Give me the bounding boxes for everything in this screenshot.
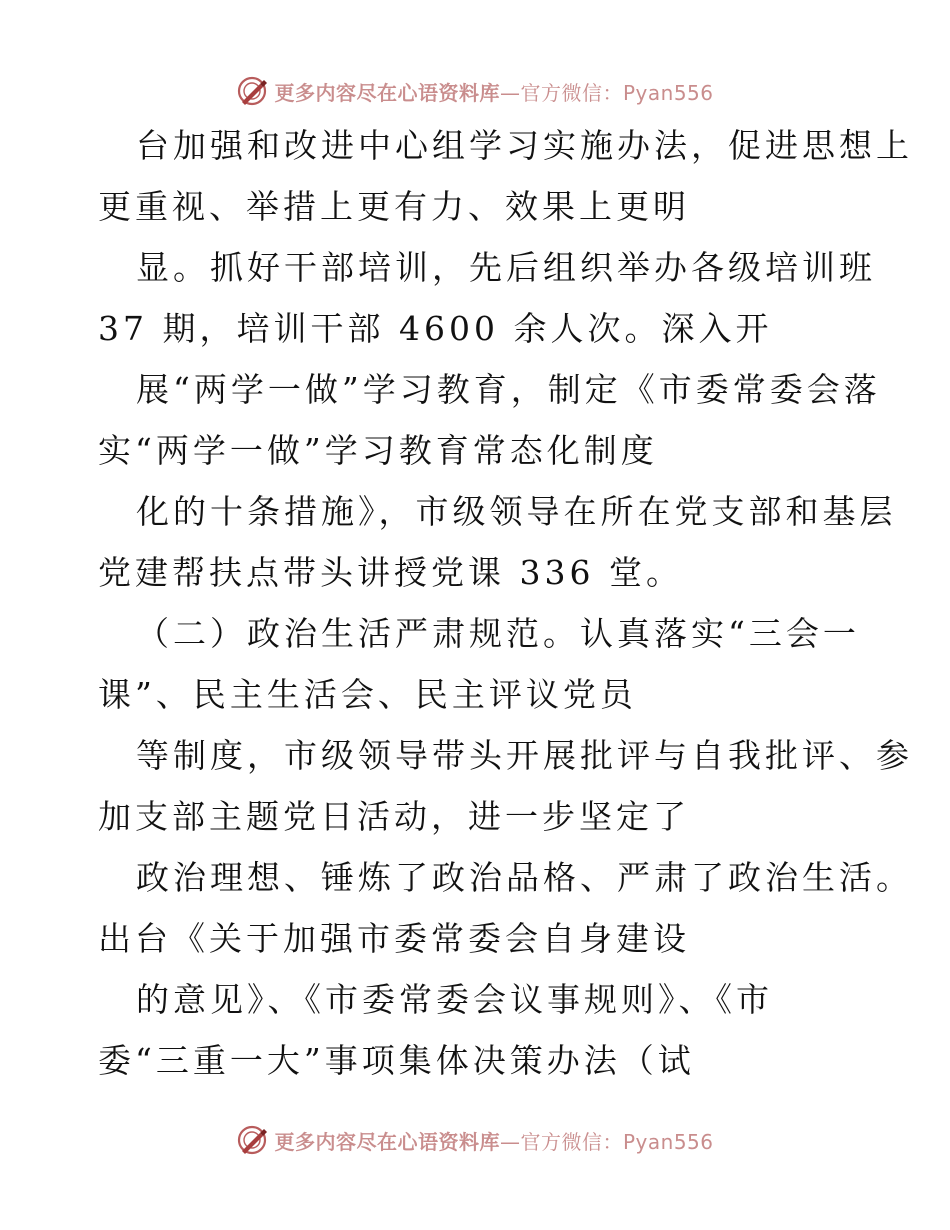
watermark-wechat-id: Pyan556: [622, 80, 714, 105]
footer-watermark: [0, 1120, 950, 1160]
text-line: 实“两学一做”学习教育常态化制度: [98, 431, 658, 470]
text-line: 加支部主题党日活动，进一步坚定了: [98, 797, 690, 836]
text-line: 展“两学一做”学习教育，制定《市委常委会落: [136, 370, 881, 409]
text-line: 委“三重一大”事项集体决策办法（试: [98, 1041, 695, 1080]
watermark-sub-text: 官方微信：: [520, 80, 623, 105]
watermark-dash: —: [499, 1129, 521, 1154]
text-line: （二）政治生活严肃规范。认真落实“三会一: [136, 614, 860, 653]
watermark-main-text: 更多内容尽在心语资料库: [274, 1129, 500, 1154]
text-line: 出台《关于加强市委常委会自身建设: [98, 919, 690, 958]
watermark-dash: —: [499, 80, 521, 105]
text-line: 等制度，市级领导带头开展批评与自我批评、参: [136, 736, 913, 775]
pen-logo-icon: [236, 1124, 268, 1156]
text-line: 党建帮扶点带头讲授党课 336 堂。: [98, 553, 683, 592]
text-line: 化的十条措施》，市级领导在所在党支部和基层: [136, 492, 897, 531]
text-line: 政治理想、锤炼了政治品格、严肃了政治生活。: [136, 858, 913, 897]
text-line: 显。抓好干部培训，先后组织举办各级培训班: [136, 248, 876, 287]
header-watermark: [0, 71, 950, 111]
document-body: [98, 122, 913, 1098]
watermark-sub-text: 官方微信：: [520, 1129, 623, 1154]
text-line: 台加强和改进中心组学习实施办法，促进思想上: [136, 126, 913, 165]
watermark-main-text: 更多内容尽在心语资料库: [274, 80, 500, 105]
pen-logo-icon: [236, 75, 268, 107]
text-line: 更重视、举措上更有力、效果上更明: [98, 187, 690, 226]
text-line: 课”、民主生活会、民主评议党员: [98, 675, 637, 714]
text-line: 的意见》、《市委常委会议事规则》、《市: [136, 980, 773, 1019]
watermark-wechat-id: Pyan556: [622, 1129, 714, 1154]
text-line: 37 期，培训干部 4600 余人次。深入开: [98, 309, 773, 348]
